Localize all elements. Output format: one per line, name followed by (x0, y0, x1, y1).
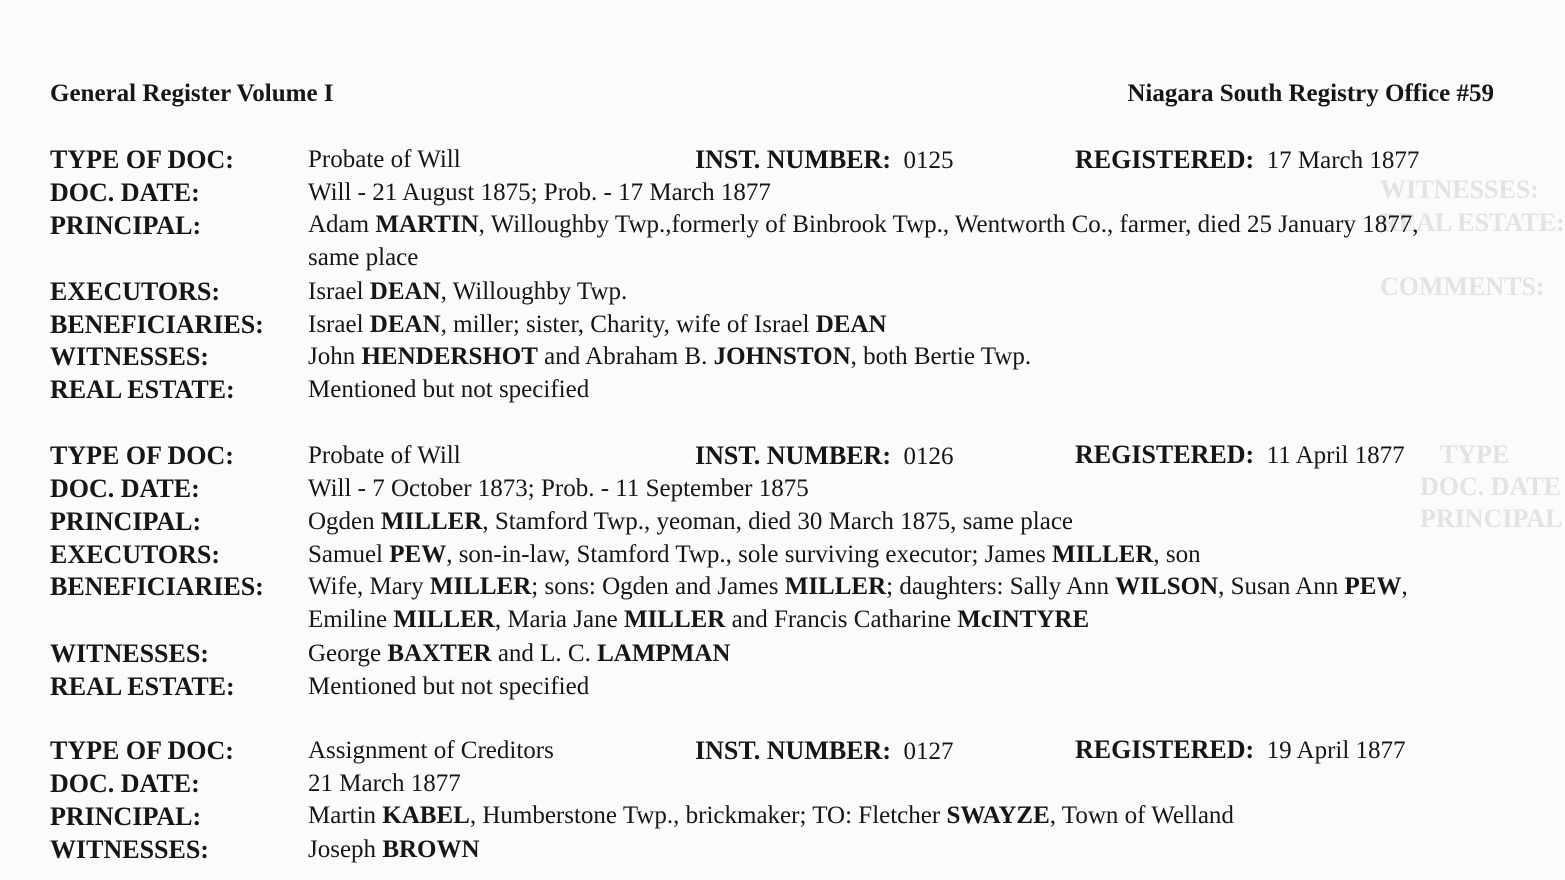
doc-date-label: DOC. DATE: (50, 474, 200, 503)
inst-number-label: INST. NUMBER: (695, 145, 891, 174)
registered (1075, 735, 1406, 765)
beneficiaries-value: Wife, Mary MILLER; sons: Ogden and James MILLER; daughters: Sally Ann WILSON, Susan Ann PEW, Emiline MILLER, Maria Jane MILLER and Francis Catharine McINTYRE (308, 573, 1408, 633)
inst-number (695, 736, 953, 766)
witnesses-label: WITNESSES: (50, 342, 209, 371)
bleed-through-text: COMMENTS: (1380, 272, 1545, 301)
doc-date-label: DOC. DATE: (50, 178, 200, 207)
type-of-doc-value: Assignment of Creditors (308, 737, 554, 764)
doc-date-value: 21 March 1877 (308, 770, 461, 797)
executors-value: Samuel PEW, son-in-law, Stamford Twp., sole surviving executor; James MILLER, son (308, 541, 1201, 568)
principal-label: PRINCIPAL: (50, 802, 202, 831)
principal-value: Ogden MILLER, Stamford Twp., yeoman, died 30 March 1875, same place (308, 508, 1074, 535)
registered-label: REGISTERED: (1075, 440, 1255, 469)
beneficiaries-value: Israel DEAN, miller; sister, Charity, wife of Israel DEAN (308, 311, 887, 338)
beneficiaries-label: BENEFICIARIES: (50, 310, 264, 339)
bleed-through-text: PRINCIPAL (1420, 504, 1563, 533)
register-volume-title: General Register Volume I (50, 80, 334, 107)
type-of-doc-value: Probate of Will (308, 442, 461, 469)
registered-value: 19 April 1877 (1266, 737, 1406, 764)
inst-number (695, 441, 953, 471)
registered-value: 17 March 1877 (1266, 147, 1420, 174)
witnesses-value: John HENDERSHOT and Abraham B. JOHNSTON, both Bertie Twp. (308, 343, 1032, 370)
inst-number (695, 145, 953, 175)
bleed-through-text: TYPE (1440, 440, 1510, 469)
bleed-through-text: REAL ESTATE: (1380, 208, 1565, 237)
real-estate-value: Mentioned but not specified (308, 673, 590, 700)
registered (1075, 145, 1419, 175)
real-estate-label: REAL ESTATE: (50, 672, 235, 701)
registered (1075, 440, 1405, 470)
real-estate-value: Mentioned but not specified (308, 376, 590, 403)
bleed-through-text: WITNESSES: (1380, 175, 1539, 204)
type-of-doc-label: TYPE OF DOC: (50, 736, 234, 765)
inst-number-value: 0127 (903, 738, 954, 765)
principal-label: PRINCIPAL: (50, 507, 202, 536)
bleed-through-text: DOC. DATE (1420, 472, 1562, 501)
inst-number-label: INST. NUMBER: (695, 736, 891, 765)
doc-date-value: Will - 7 October 1873; Prob. - 11 September 1875 (308, 475, 809, 502)
principal-value: Adam MARTIN, Willoughby Twp.,formerly of Binbrook Twp., Wentworth Co., farmer, died 25 January 1877, same place (308, 211, 1419, 271)
type-of-doc-label: TYPE OF DOC: (50, 145, 234, 174)
inst-number-value: 0125 (903, 147, 954, 174)
principal-value: Martin KABEL, Humberstone Twp., brickmaker; TO: Fletcher SWAYZE, Town of Welland (308, 802, 1234, 829)
registered-value: 11 April 1877 (1266, 442, 1405, 469)
registered-label: REGISTERED: (1075, 735, 1255, 764)
registered-label: REGISTERED: (1075, 145, 1255, 174)
executors-label: EXECUTORS: (50, 540, 221, 569)
witnesses-label: WITNESSES: (50, 639, 209, 668)
doc-date-label: DOC. DATE: (50, 769, 200, 798)
inst-number-label: INST. NUMBER: (695, 441, 891, 470)
real-estate-label: REAL ESTATE: (50, 375, 235, 404)
doc-date-value: Will - 21 August 1875; Prob. - 17 March 1877 (308, 179, 771, 206)
witnesses-value: Joseph BROWN (308, 836, 480, 863)
witnesses-value: George BAXTER and L. C. LAMPMAN (308, 640, 731, 667)
type-of-doc-value: Probate of Will (308, 146, 461, 173)
witnesses-label: WITNESSES: (50, 835, 209, 864)
inst-number-value: 0126 (903, 443, 954, 470)
beneficiaries-label: BENEFICIARIES: (50, 572, 264, 601)
registry-office-title: Niagara South Registry Office #59 (1127, 80, 1494, 107)
type-of-doc-label: TYPE OF DOC: (50, 441, 234, 470)
principal-label: PRINCIPAL: (50, 211, 202, 240)
executors-value: Israel DEAN, Willoughby Twp. (308, 278, 628, 305)
executors-label: EXECUTORS: (50, 277, 221, 306)
